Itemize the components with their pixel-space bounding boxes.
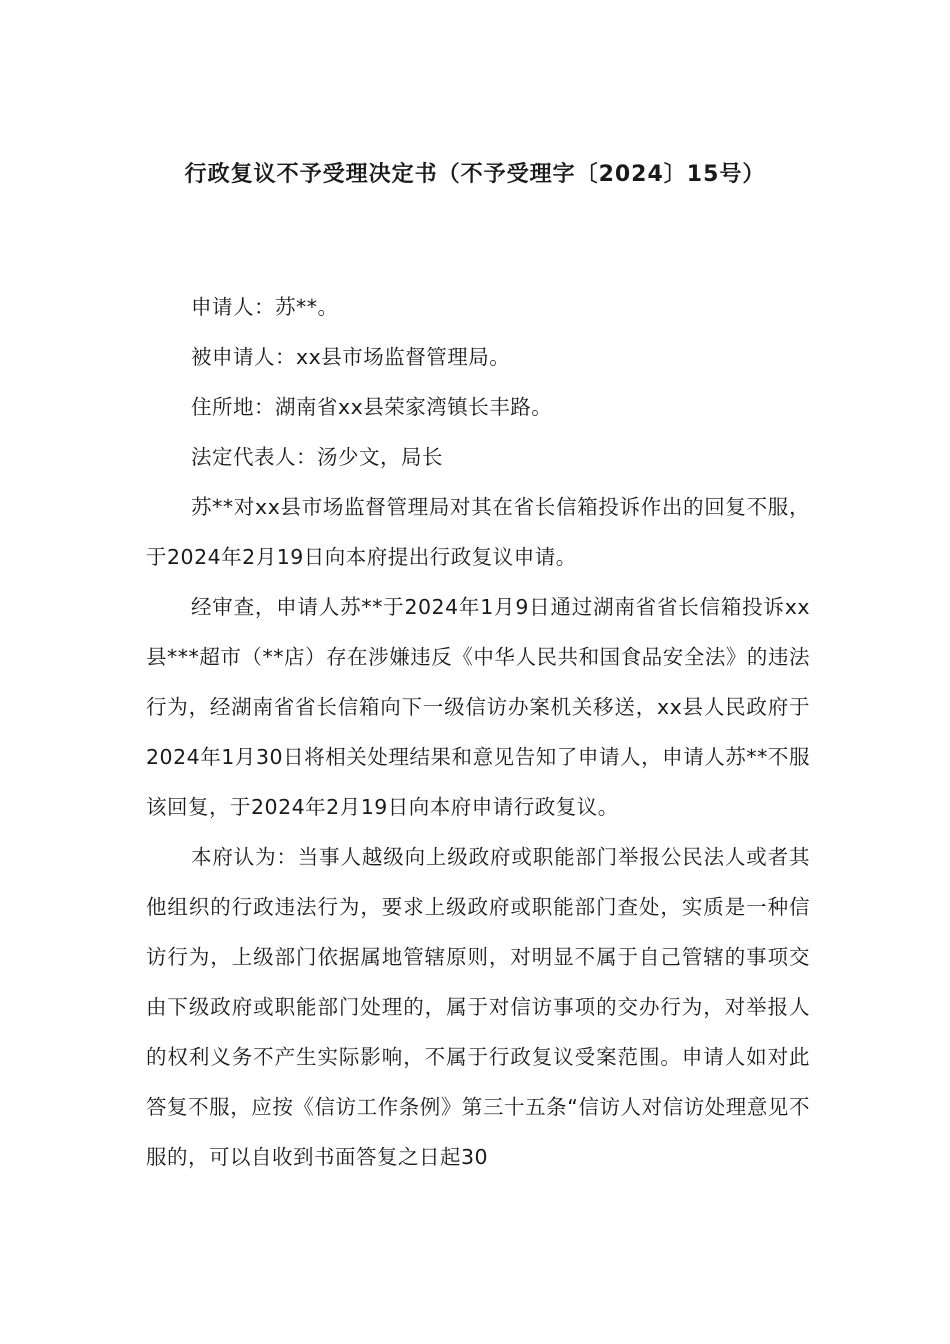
address-line: 住所地：湖南省xx县荣家湾镇长丰路。 <box>191 395 553 419</box>
applicant-line: 申请人：苏**。 <box>191 295 339 319</box>
document-title: 行政复议不予受理决定书（不予受理字〔2024〕15号） <box>184 162 766 187</box>
document-body <box>146 282 810 1182</box>
respondent-line: 被申请人：xx县市场监督管理局。 <box>191 345 511 369</box>
application-paragraph: 苏**对xx县市场监督管理局对其在省长信箱投诉作出的回复不服，于2024年2月19日向本府提出行政复议申请。 <box>146 495 810 569</box>
legal-representative-line: 法定代表人：汤少文，局长 <box>191 445 443 469</box>
review-paragraph: 经审查，申请人苏**于2024年1月9日通过湖南省省长信箱投诉xx县***超市（**店）存在涉嫌违反《中华人民共和国食品安全法》的违法行为，经湖南省省长信箱向下一级信访办案机关移送，xx县人民政府于2024年1月30日将相关处理结果和意见告知了申请人，申请人苏**不服该回复，于2024年2月19日向本府申请行政复议。 <box>146 595 810 819</box>
opinion-paragraph: 本府认为：当事人越级向上级政府或职能部门举报公民法人或者其他组织的行政违法行为，要求上级政府或职能部门查处，实质是一种信访行为，上级部门依据属地管辖原则，对明显不属于自己管辖的事项交由下级政府或职能部门处理的，属于对信访事项的交办行为，对举报人的权利义务不产生实际影响，不属于行政复议受案范围。申请人如对此答复不服，应按《信访工作条例》第三十五条“信访人对信访处理意见不服的，可以自收到书面答复之日起30 <box>146 845 810 1169</box>
